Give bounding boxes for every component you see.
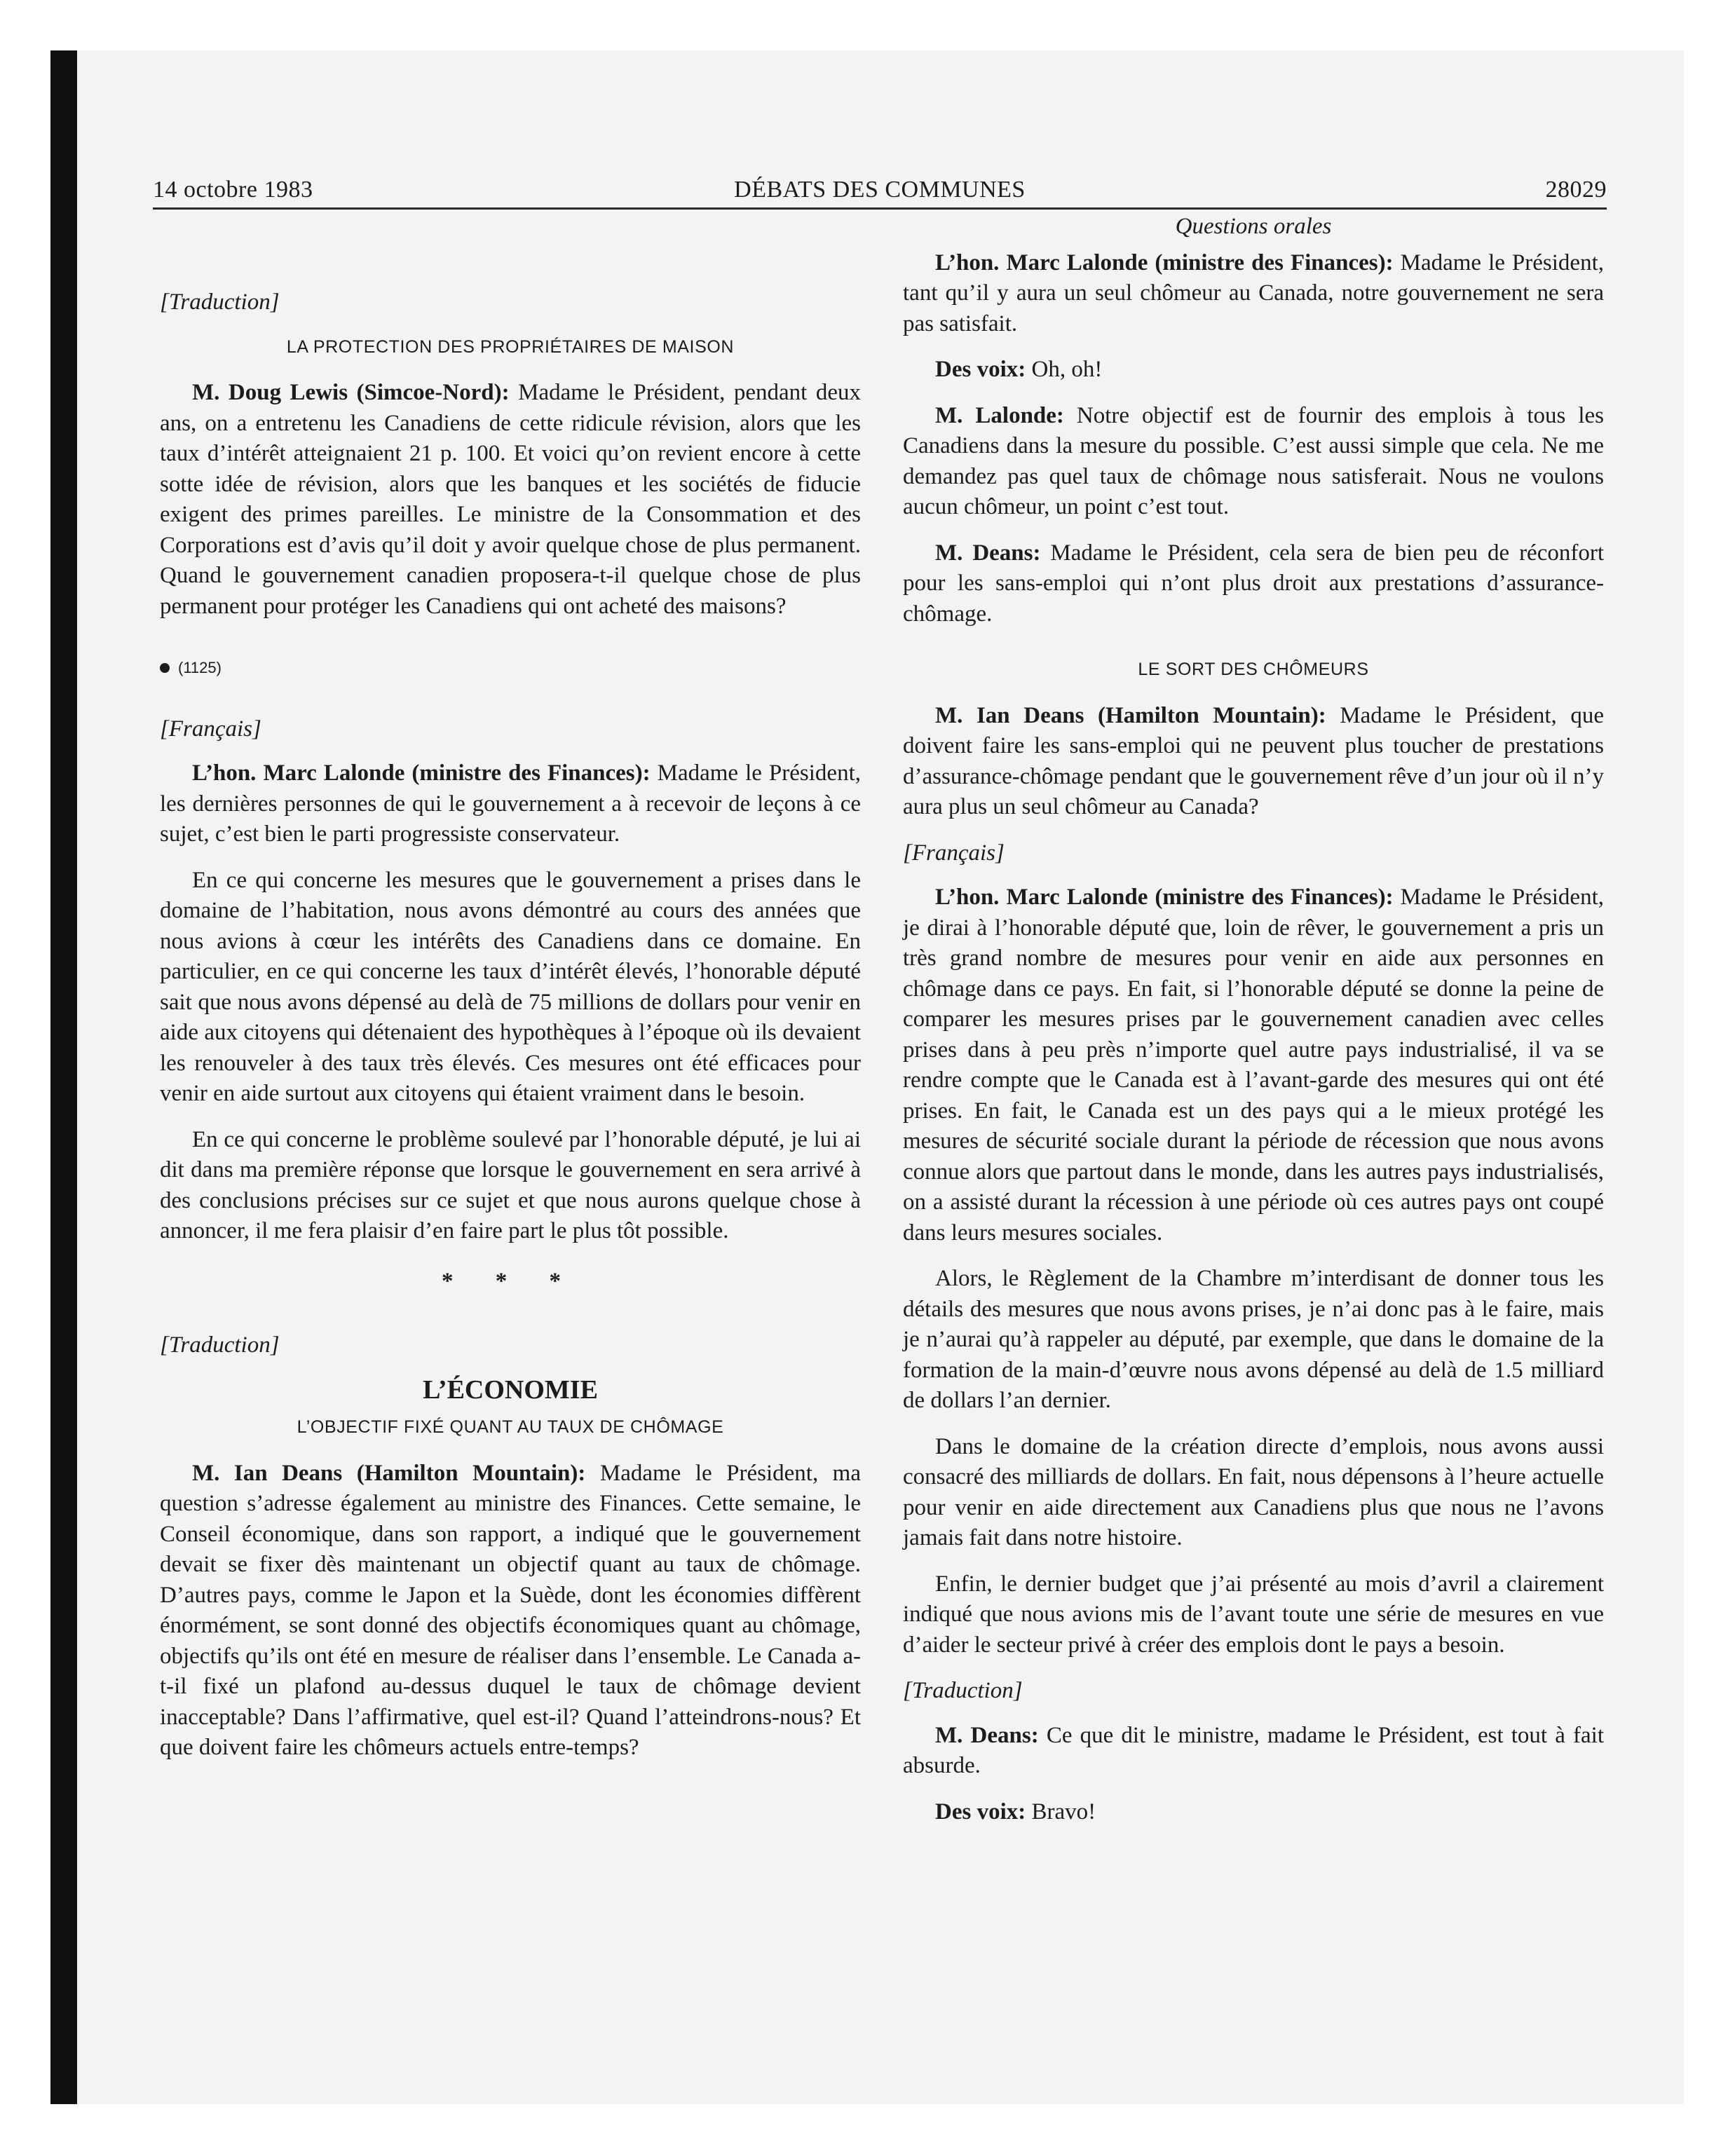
speaker-name: M. Lalonde: xyxy=(935,402,1064,428)
speech-text: Madame le Président, pendant deux ans, on a entretenu les Canadiens de cette ridicule révision, alors que les taux d’intérêt atteignaient 21 p. 100. Et voici qu’on revient encore à cette sotte idée de révision, alors que les banques et les sociétés de fiducie exigent des primes pareilles. Le ministre de la Consommation et des Corporations est d’avis qu’il doit y avoir quelque chose de plus permanent. Quand le gouvernement canadien proposera-t-il quelque chose de plus permanent pour protéger les Canadiens qui ont acheté des maisons? xyxy=(160,380,861,619)
speaker-name: L’hon. Marc Lalonde (ministre des Finances): xyxy=(935,885,1394,910)
speaker-name: M. Doug Lewis (Simcoe-Nord): xyxy=(192,380,510,405)
speech-paragraph: En ce qui concerne le problème soulevé par l’honorable député, je lui ai dit dans ma première réponse que lorsque le gouvernement en sera arrivé à des conclusions précises sur ce sujet et que nous aurons quelque chose à annoncer, il me fera plaisir d’en faire part le plus tôt possible. xyxy=(160,1126,861,1243)
timestamp xyxy=(160,653,861,683)
section-heading: L’ÉCONOMIE xyxy=(423,1374,598,1405)
header-date: 14 octobre 1983 xyxy=(153,177,313,203)
speaker-name: L’hon. Marc Lalonde (ministre des Finances): xyxy=(192,760,651,786)
header-page-number: 28029 xyxy=(1545,177,1607,203)
speech-text: Madame le Président, je dirai à l’honorable député que, loin de rêver, le gouvernement a pris un très grand nombre de mesures pour venir en aide aux personnes en chômage dans ce pays. En fait, si l’honorable député se donne la peine de comparer les mesures prises par le gouvernement canadien avec celles prises dans à peu près n’importe quel autre pays industrialisé, il va se rendre compte que le Canada est à l’avant-garde des mesures qui ont été prises. En fait, le Canada est un des pays qui a le mieux protégé les mesures de sécurité sociale durant la période de récession que nous avons connue alors que partout dans le monde, dans les autres pays industrialisés, on a assisté durant la récession à une période où ces autres pays ont coupé dans leurs mesures sociales. xyxy=(903,885,1604,1246)
speech-paragraph: Alors, le Règlement de la Chambre m’interdisant de donner tous les détails des mesures que nous avons prises, je n’ai donc pas à le faire, mais je n’aurai qu’à rappeler au député, par exemple, que dans le domaine de la formation de la main-d’œuvre nous avons dépensé au delà de 1.5 milliard de dollars l’an dernier. xyxy=(903,1266,1604,1413)
speech-paragraph xyxy=(903,701,1604,823)
speech-paragraph xyxy=(903,248,1604,340)
speech-paragraph xyxy=(160,378,861,622)
section-subheading: LE SORT DES CHÔMEURS xyxy=(1138,660,1369,679)
speech-text: Ce que dit le ministre, madame le Président, est tout à fait absurde. xyxy=(903,1722,1604,1778)
speech-text: Madame le Président, que doivent faire les sans-emploi qui ne peuvent plus toucher de prestations d’assurance-chômage pendant que le gouvernement rêve d’un jour où il n’y aura plus un seul chômeur au Canada? xyxy=(903,702,1605,819)
speech-text: Madame le Président, tant qu’il y aura un seul chômeur au Canada, notre gouvernement ne sera pas satisfait. xyxy=(903,250,1604,336)
speech-text: Oh, oh! xyxy=(1026,357,1103,382)
speaker-name: M. Deans: xyxy=(935,1722,1039,1748)
speech-paragraph xyxy=(903,882,1604,1248)
speech-paragraph xyxy=(903,355,1604,386)
language-tag: [Traduction] xyxy=(160,289,280,315)
scanned-page xyxy=(50,50,1684,2104)
speech-text: Madame le Président, les dernières personnes de qui le gouvernement a à recevoir de leçons à ce sujet, c’est bien le parti progressiste conservateur. xyxy=(160,760,861,847)
speech-text: Madame le Président, cela sera de bien peu de réconfort pour les sans-emploi qui n’ont plus droit aux prestations d’assurance-chômage. xyxy=(903,540,1605,627)
speech-text: Bravo! xyxy=(1026,1799,1096,1824)
language-tag: [Traduction] xyxy=(903,1678,1023,1703)
section-subheading: L’OBJECTIF FIXÉ QUANT AU TAUX DE CHÔMAGE xyxy=(297,1417,724,1437)
right-column xyxy=(903,212,1604,1843)
bullet-dot-icon xyxy=(160,663,170,673)
timestamp-text: (1125) xyxy=(178,659,222,676)
header-title: DÉBATS DES COMMUNES xyxy=(734,177,1026,203)
language-tag: [Français] xyxy=(160,716,261,742)
speech-text: Notre objectif est de fournir des emplois à tous les Canadiens dans la mesure du possible. C’est aussi simple que cela. Ne me demandez pas quel taux de chômage nous satisferait. Nous ne voulons aucun chômeur, un point c’est tout. xyxy=(903,402,1605,519)
speaker-name: M. Deans: xyxy=(935,540,1041,566)
speech-paragraph xyxy=(903,1797,1604,1828)
speech-paragraph xyxy=(903,1721,1604,1782)
speech-paragraph xyxy=(903,401,1604,523)
speech-paragraph: En ce qui concerne les mesures que le gouvernement a prises dans le domaine de l’habitation, nous avons démontré au cours des années que nous avions à cœur les intérêts des Canadiens dans ce domaine. En particulier, en ce qui concerne les taux d’intérêt élevés, l’honorable député sait que nous avons dépensé au delà de 75 millions de dollars pour venir en aide aux citoyens qui détenaient des hypothèques à l’époque où ils devaient les renouveler à des taux très élevés. Ces mesures ont été efficaces pour venir en aide surtout aux citoyens qui étaient vraiment dans le besoin. xyxy=(160,867,861,1106)
left-column xyxy=(160,212,861,1779)
running-head: Questions orales xyxy=(1175,214,1332,239)
speech-paragraph: Enfin, le dernier budget que j’ai présenté au mois d’avril a clairement indiqué que nous avions mis de l’avant toute une série de mesures en vue d’aider le secteur privé à créer des emplois dont le pays a besoin. xyxy=(903,1571,1604,1658)
language-tag: [Traduction] xyxy=(160,1332,280,1358)
section-separator: * * * xyxy=(442,1268,579,1294)
speaker-name: Des voix: xyxy=(935,1799,1026,1824)
speech-text: Madame le Président, ma question s’adresse également au ministre des Finances. Cette semaine, le Conseil économique, dans son rapport, a indiqué que le gouvernement devait se fixer dès maintenant un objectif quant au taux de chômage. D’autres pays, comme le Japon et la Suède, dont les économies diffèrent énormément, se sont donné des objectifs économiques quant au chômage, objectifs qu’ils ont été en mesure de réaliser dans l’ensemble. Le Canada a-t-il fixé un plafond au-dessus duquel le taux de chômage devient inacceptable? Dans l’affirmative, quel est-il? Quand l’atteindrons-nous? Et que doivent faire les chômeurs actuels entre-temps? xyxy=(160,1460,861,1760)
speech-paragraph: Dans le domaine de la création directe d’emplois, nous avons aussi consacré des milliards de dollars. En fait, nous dépensons à l’heure actuelle pour venir en aide directement aux Canadiens plus que nous ne l’avons jamais fait dans notre histoire. xyxy=(903,1433,1604,1550)
speaker-name: M. Ian Deans (Hamilton Mountain): xyxy=(192,1460,586,1486)
speech-paragraph xyxy=(903,538,1604,630)
language-tag: [Français] xyxy=(903,840,1005,866)
speech-paragraph xyxy=(160,1459,861,1763)
scan-border xyxy=(50,50,77,2104)
speaker-name: Des voix: xyxy=(935,357,1026,382)
section-subheading: LA PROTECTION DES PROPRIÉTAIRES DE MAISON xyxy=(286,336,735,357)
page-header xyxy=(153,163,1607,210)
speaker-name: M. Ian Deans (Hamilton Mountain): xyxy=(935,702,1326,728)
speaker-name: L’hon. Marc Lalonde (ministre des Finances): xyxy=(935,250,1394,275)
speech-paragraph xyxy=(160,758,861,850)
